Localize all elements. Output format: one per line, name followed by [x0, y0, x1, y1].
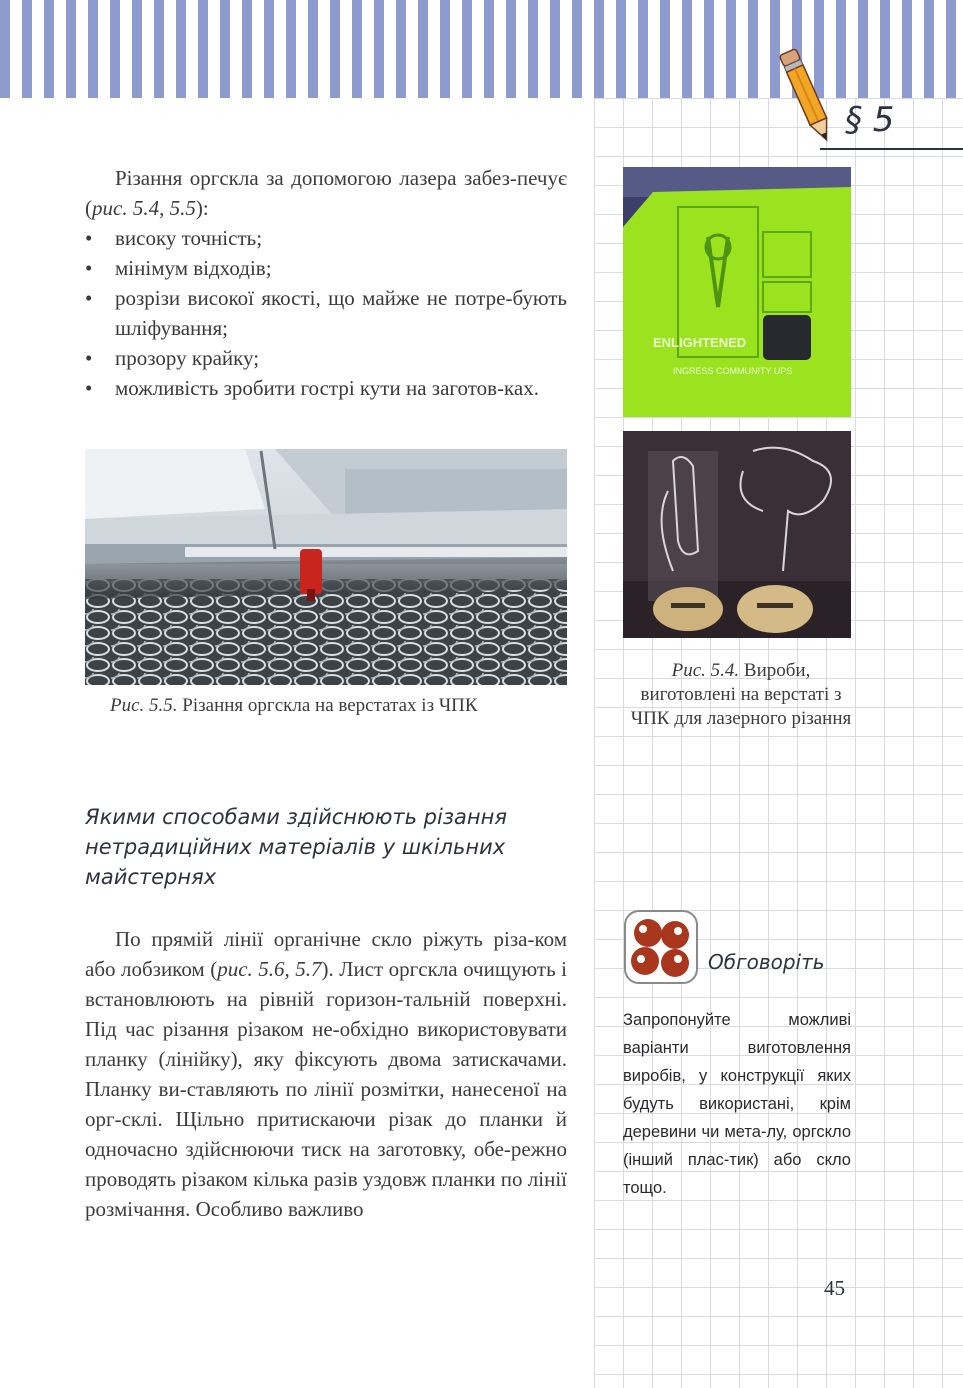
bullet-dot: •	[85, 256, 93, 280]
fig55-label: Рис. 5.5.	[110, 695, 178, 716]
pencil-icon	[772, 40, 842, 152]
green-acrylic-photo	[623, 167, 851, 417]
intro-paragraph	[85, 163, 567, 223]
body-text-end: ). Лист оргскла очищують і встановлюють на рівній горизон-тальній поверхні. Під час різання різаком не-обхідно використовувати планку (лінійку), яку фіксують двома затискачами. Планку ви-ставляють по лінії розмітки, нанесеної на орг-склі. Щільно притискаючи різак до планки й одночасно здійснюючи тиск на заготовку, обе-режно проводять різаком кілька разів уздовж планки по лінії розмічання. Особливо важливо	[85, 957, 567, 1221]
fig55-caption	[110, 694, 478, 718]
laser-cutter-photo	[85, 449, 567, 685]
body-figure-ref: рис. 5.6, 5.7	[217, 957, 322, 981]
acrylic-engraving-top: ENLIGHTENED	[653, 335, 747, 350]
fig54-caption	[623, 659, 859, 731]
fig54-label: Рис. 5.4.	[671, 660, 740, 681]
body-paragraph	[85, 924, 567, 1224]
section-underline	[820, 148, 963, 150]
intro-text: Різання оргскла за допомогою лазера забез-печує (	[85, 166, 567, 220]
bullet-item: розрізи високої якості, що майже не потре-бують шліфування;	[115, 286, 567, 340]
section-number: § 5	[845, 100, 895, 140]
body-text: По прямій лінії органічне скло ріжуть різа-ком або лобзиком (	[85, 927, 567, 981]
acrylic-engraving-bottom: INGRESS COMMUNITY UPS	[673, 366, 793, 376]
bullet-dot: •	[85, 376, 93, 400]
section-subheading: Якими способами здійснюють різання нетрадиційних матеріалів у шкільних майстернях	[85, 805, 507, 889]
intro-figure-ref: рис. 5.4, 5.5	[92, 196, 196, 220]
bullet-item: прозору крайку;	[115, 346, 260, 370]
bullet-item: високу точність;	[115, 226, 263, 250]
discuss-icon	[623, 909, 699, 985]
fig54-text: Вироби, виготовлені на верстаті з ЧПК для лазерного різання	[630, 660, 852, 729]
page-number: 45	[824, 1276, 845, 1300]
bullet-dot: •	[85, 226, 93, 250]
bullet-dot: •	[85, 346, 93, 370]
discuss-title: Обговоріть	[708, 950, 825, 974]
intro-text-end: ):	[195, 196, 209, 220]
fig55-text: Різання оргскла на верстатах із ЧПК	[182, 695, 478, 716]
engraved-stands-photo	[623, 431, 851, 638]
bullet-dot: •	[85, 286, 93, 310]
bullet-item: можливість зробити гострі кути на заготов-ках.	[115, 376, 539, 400]
bullet-item: мінімум відходів;	[115, 256, 272, 280]
discuss-text: Запропонуйте можливі варіанти виготовлення виробів, у конструкції яких будуть використані, крім деревини чи мета-лу, оргскло (інший плас-тик) або скло тощо.	[623, 1011, 851, 1197]
